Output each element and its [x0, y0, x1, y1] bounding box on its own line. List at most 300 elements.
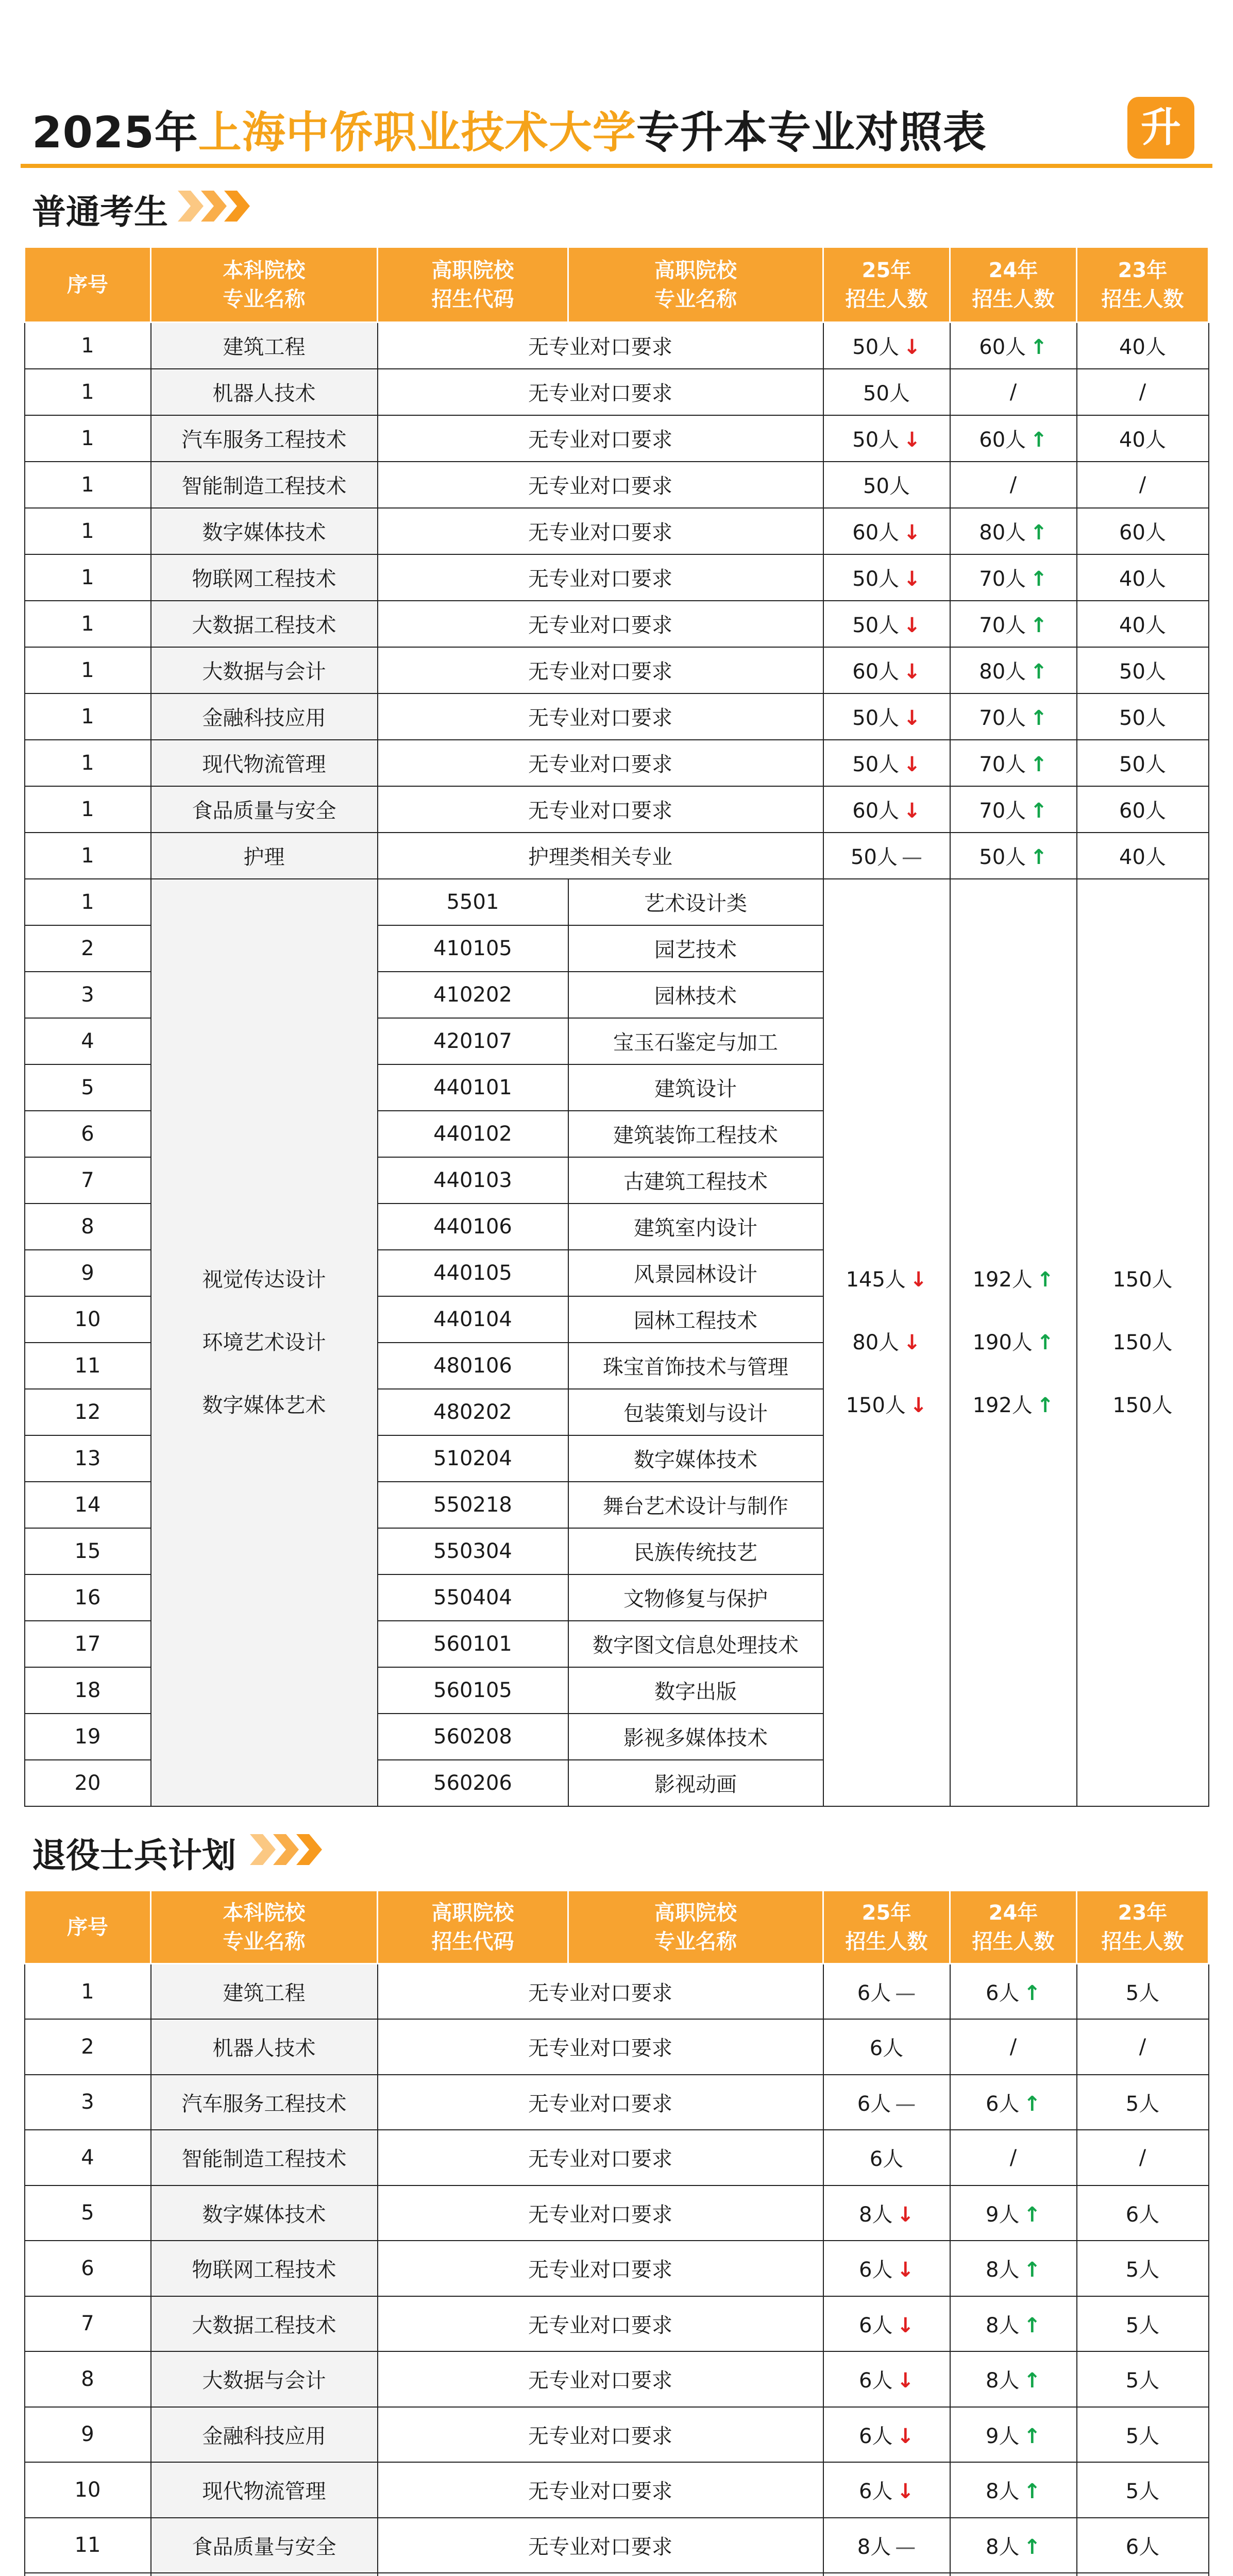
source-code: 440101	[378, 1064, 568, 1111]
count-2025	[823, 2130, 950, 2185]
count-2024	[950, 2462, 1077, 2518]
table-row	[25, 2518, 1209, 2573]
dash-icon: —	[901, 845, 922, 869]
source-code: 480106	[378, 1343, 568, 1389]
col-y23: 23年 招生人数	[1077, 247, 1209, 323]
arrow-down-icon: ↓	[897, 2258, 914, 2282]
col-major: 本科院校 专业名称	[151, 1891, 378, 1964]
count-2025	[823, 786, 950, 833]
major-name: 物联网工程技术	[151, 554, 378, 601]
row-index: 7	[25, 2296, 151, 2352]
count-value: 6人	[857, 1981, 891, 2005]
row-index	[25, 2573, 151, 2576]
count-2025	[823, 2573, 950, 2576]
count-value: 190人 ↑	[972, 1330, 1054, 1354]
count-2023: 5人	[1077, 2241, 1209, 2296]
count-2023: 50人	[1077, 693, 1209, 740]
count-2024	[950, 740, 1077, 786]
arrow-down-icon: ↓	[897, 2480, 914, 2504]
source-code: 510204	[378, 1435, 568, 1482]
source-major: 建筑设计	[568, 1064, 823, 1111]
count-value: 50人	[852, 753, 900, 776]
row-index: 7	[25, 1157, 151, 1204]
table-row	[25, 2075, 1209, 2130]
count-value: 60人	[852, 799, 900, 823]
arrow-up-icon: ↑	[1030, 660, 1048, 684]
count-value: 150人	[1112, 1393, 1173, 1417]
arrow-down-icon: ↓	[903, 335, 921, 360]
count-value: 8人	[986, 2480, 1020, 2504]
logo-icon: 升	[1127, 97, 1194, 159]
requirement: 无专业对口要求	[378, 2241, 823, 2296]
arrow-up-icon: ↑	[1030, 845, 1048, 869]
count-2023: 5人	[1077, 2296, 1209, 2352]
count-value: /	[1009, 380, 1017, 404]
source-code: 440105	[378, 1250, 568, 1296]
source-major: 舞台艺术设计与制作	[568, 1482, 823, 1528]
row-index: 19	[25, 1714, 151, 1760]
count-2025	[823, 601, 950, 647]
major-name: 物联网工程技术	[151, 2241, 378, 2296]
major-name: 智能制造工程技术	[151, 2130, 378, 2185]
art-majors-group	[151, 879, 378, 1806]
row-index: 4	[25, 2130, 151, 2185]
major-name: 大数据工程技术	[151, 2296, 378, 2352]
arrow-down-icon: ↓	[897, 2424, 914, 2448]
arrow-down-icon: ↓	[897, 2202, 914, 2227]
requirement: 无专业对口要求	[378, 1964, 823, 2020]
count-2024	[950, 647, 1077, 693]
source-major: 数字媒体技术	[568, 1435, 823, 1482]
count-2025	[823, 2075, 950, 2130]
requirement: 无专业对口要求	[378, 369, 823, 415]
major-name: 金融科技应用	[151, 2407, 378, 2463]
row-index: 2	[25, 925, 151, 972]
col-code: 高职院校 招生代码	[378, 247, 568, 323]
count-2024	[950, 415, 1077, 462]
row-index: 1	[25, 369, 151, 415]
page-title: 2025年上海中侨职业技术大学专升本专业对照表	[32, 107, 987, 158]
table-row	[25, 833, 1209, 879]
requirement: 无专业对口要求	[378, 2130, 823, 2185]
arrow-up-icon: ↑	[1023, 2092, 1041, 2116]
arrow-up-icon: ↑	[1030, 753, 1048, 776]
count-value: 6人	[859, 2424, 893, 2448]
count-value: 80人	[979, 521, 1026, 545]
count-2023: 5人	[1077, 2075, 1209, 2130]
source-code: 550218	[378, 1482, 568, 1528]
arrow-down-icon: ↓	[903, 706, 921, 730]
requirement: 无专业对口要求	[378, 508, 823, 554]
count-2024	[950, 2075, 1077, 2130]
count-value: 70人	[979, 706, 1026, 730]
requirement: 无专业对口要求	[378, 415, 823, 462]
row-index: 11	[25, 2518, 151, 2573]
requirement: 无专业对口要求	[378, 2185, 823, 2241]
row-index: 9	[25, 1250, 151, 1296]
major-name: 机器人技术	[151, 369, 378, 415]
arrow-up-icon: ↑	[1030, 706, 1048, 730]
source-code: 440106	[378, 1204, 568, 1250]
section-title-regular: 普通考生	[32, 192, 168, 232]
count-value: 50人	[863, 382, 910, 405]
row-index: 14	[25, 1482, 151, 1528]
arrow-down-icon: ↓	[903, 521, 921, 545]
row-index: 1	[25, 462, 151, 508]
requirement: 无专业对口要求	[378, 554, 823, 601]
table-row	[25, 2130, 1209, 2185]
count-value: 50人	[852, 567, 900, 591]
count-2024	[950, 369, 1077, 415]
arrow-up-icon: ↑	[1023, 2369, 1041, 2393]
count-2024	[950, 2185, 1077, 2241]
arrow-up-icon: ↑	[1023, 2258, 1041, 2282]
arrow-up-icon: ↑	[1023, 1981, 1041, 2005]
arrow-up-icon: ↑	[1030, 521, 1048, 545]
major-name: 大数据与会计	[151, 647, 378, 693]
source-code: 5501	[378, 879, 568, 925]
requirement	[378, 2573, 823, 2576]
requirement: 无专业对口要求	[378, 2351, 823, 2407]
count-2025	[823, 833, 950, 879]
col-src-major: 高职院校 专业名称	[568, 1891, 823, 1964]
count-2024	[950, 693, 1077, 740]
count-2024	[950, 2573, 1077, 2576]
count-value: 8人	[986, 2313, 1020, 2337]
count-value: 6人	[859, 2258, 893, 2282]
table-row	[25, 2185, 1209, 2241]
table-row	[25, 2351, 1209, 2407]
count-value: 60人	[852, 660, 900, 684]
source-major: 包装策划与设计	[568, 1389, 823, 1435]
count-2023: 40人	[1077, 554, 1209, 601]
count-value: /	[1009, 2145, 1017, 2170]
source-code: 440104	[378, 1296, 568, 1343]
arrow-up-icon: ↑	[1036, 1267, 1054, 1292]
major-name: 建筑工程	[151, 1964, 378, 2020]
row-index: 5	[25, 2185, 151, 2241]
table-row	[25, 2296, 1209, 2352]
arrow-down-icon: ↓	[903, 660, 921, 684]
table-row	[25, 1964, 1209, 2020]
source-major: 园林工程技术	[568, 1296, 823, 1343]
requirement: 无专业对口要求	[378, 693, 823, 740]
source-major: 影视多媒体技术	[568, 1714, 823, 1760]
title-divider	[21, 164, 1212, 168]
col-y23: 23年 招生人数	[1077, 1891, 1209, 1964]
major-name: 金融科技应用	[151, 693, 378, 740]
count-value: 6人	[859, 2480, 893, 2504]
major-name: 智能制造工程技术	[151, 462, 378, 508]
count-value: 8人	[986, 2258, 1020, 2282]
dash-icon: —	[895, 2535, 916, 2559]
major-name: 汽车服务工程技术	[151, 2075, 378, 2130]
count-value: 60人	[979, 335, 1026, 360]
source-code: 410202	[378, 972, 568, 1018]
count-2024	[950, 2351, 1077, 2407]
source-code: 440102	[378, 1111, 568, 1157]
count-value: 50人	[979, 845, 1026, 869]
table-row	[25, 879, 1209, 925]
count-value: 6人	[986, 2092, 1020, 2116]
major-name: 护理	[151, 833, 378, 879]
arrow-up-icon: ↑	[1036, 1330, 1054, 1354]
count-value: 50人	[852, 335, 900, 360]
row-index: 6	[25, 2241, 151, 2296]
count-2023: 5人	[1077, 1964, 1209, 2020]
source-major: 园林技术	[568, 972, 823, 1018]
row-index: 1	[25, 415, 151, 462]
count-value: 6人	[986, 1981, 1020, 2005]
arrow-up-icon: ↑	[1023, 2202, 1041, 2227]
count-2023: 60人	[1077, 786, 1209, 833]
row-index: 1	[25, 693, 151, 740]
count-2023: /	[1077, 462, 1209, 508]
row-index: 1	[25, 647, 151, 693]
arrow-up-icon: ↑	[1023, 2424, 1041, 2448]
arrow-up-icon: ↑	[1030, 799, 1048, 823]
count-2024	[950, 2241, 1077, 2296]
requirement: 无专业对口要求	[378, 786, 823, 833]
source-major: 艺术设计类	[568, 879, 823, 925]
count-2023-group	[1077, 879, 1209, 1806]
row-index: 15	[25, 1528, 151, 1574]
table-row	[25, 2462, 1209, 2518]
row-index: 5	[25, 1064, 151, 1111]
source-major: 建筑室内设计	[568, 1204, 823, 1250]
count-2025	[823, 369, 950, 415]
arrow-down-icon: ↓	[903, 428, 921, 452]
requirement: 无专业对口要求	[378, 462, 823, 508]
count-2023: 6人	[1077, 2185, 1209, 2241]
page-header	[0, 0, 1233, 170]
major-name: 数字媒体艺术	[202, 1393, 326, 1417]
count-2023: 5人	[1077, 2462, 1209, 2518]
major-name: 建筑工程	[151, 323, 378, 369]
source-code: 420107	[378, 1018, 568, 1064]
table-row	[25, 554, 1209, 601]
row-index: 1	[25, 740, 151, 786]
chevron-arrows-icon	[178, 188, 255, 224]
count-value: 9人	[986, 2202, 1020, 2227]
arrow-down-icon: ↓	[897, 2369, 914, 2393]
table-row	[25, 601, 1209, 647]
major-name: 数字媒体技术	[151, 508, 378, 554]
count-2023: 40人	[1077, 323, 1209, 369]
count-2024	[950, 2296, 1077, 2352]
requirement: 无专业对口要求	[378, 2075, 823, 2130]
table-row	[25, 508, 1209, 554]
count-2024	[950, 323, 1077, 369]
count-value: 50人	[852, 614, 900, 637]
row-index: 8	[25, 1204, 151, 1250]
count-2025	[823, 693, 950, 740]
dash-icon: —	[895, 2092, 916, 2116]
row-index: 12	[25, 1389, 151, 1435]
row-index: 16	[25, 1574, 151, 1621]
col-y24: 24年 招生人数	[950, 247, 1077, 323]
source-major: 珠宝首饰技术与管理	[568, 1343, 823, 1389]
row-index: 1	[25, 554, 151, 601]
count-2023: 40人	[1077, 415, 1209, 462]
requirement: 无专业对口要求	[378, 601, 823, 647]
requirement: 无专业对口要求	[378, 2019, 823, 2075]
section-title-veteran: 退役士兵计划	[32, 1836, 236, 1875]
col-y25: 25年 招生人数	[823, 1891, 950, 1964]
major-name: 食品质量与安全	[151, 2518, 378, 2573]
row-index: 1	[25, 833, 151, 879]
col-y24: 24年 招生人数	[950, 1891, 1077, 1964]
row-index: 1	[25, 323, 151, 369]
count-2025	[823, 647, 950, 693]
count-value: 8人	[986, 2369, 1020, 2393]
count-value: 50人	[851, 845, 898, 869]
count-value: 8人	[986, 2535, 1020, 2559]
count-2025	[823, 323, 950, 369]
source-code: 560206	[378, 1760, 568, 1806]
row-index: 8	[25, 2351, 151, 2407]
major-name	[151, 2573, 378, 2576]
arrow-up-icon: ↑	[1036, 1393, 1054, 1417]
source-code: 560105	[378, 1667, 568, 1714]
count-2025	[823, 2462, 950, 2518]
count-2023: 40人	[1077, 601, 1209, 647]
count-2025	[823, 462, 950, 508]
col-code: 高职院校 招生代码	[378, 1891, 568, 1964]
count-2025	[823, 2351, 950, 2407]
row-index: 1	[25, 879, 151, 925]
count-value: 192人 ↑	[972, 1267, 1054, 1292]
count-value: 70人	[979, 753, 1026, 776]
requirement: 无专业对口要求	[378, 2462, 823, 2518]
table-row	[25, 462, 1209, 508]
count-2025	[823, 2185, 950, 2241]
count-value: 6人	[859, 2369, 893, 2393]
count-2025	[823, 2296, 950, 2352]
source-major: 古建筑工程技术	[568, 1157, 823, 1204]
count-value: 6人	[869, 2037, 904, 2061]
major-name: 大数据工程技术	[151, 601, 378, 647]
arrow-up-icon: ↑	[1023, 2535, 1041, 2559]
count-2025	[823, 2407, 950, 2463]
count-value: 8人	[857, 2535, 891, 2559]
arrow-up-icon: ↑	[1030, 614, 1048, 637]
requirement: 无专业对口要求	[378, 323, 823, 369]
arrow-down-icon: ↓	[909, 1393, 927, 1417]
arrow-up-icon: ↑	[1023, 2313, 1041, 2337]
major-name: 汽车服务工程技术	[151, 415, 378, 462]
row-index: 1	[25, 1964, 151, 2020]
row-index: 6	[25, 1111, 151, 1157]
source-major: 宝玉石鉴定与加工	[568, 1018, 823, 1064]
major-name: 视觉传达设计	[202, 1267, 326, 1292]
arrow-down-icon: ↓	[897, 2313, 914, 2337]
row-index: 13	[25, 1435, 151, 1482]
count-2023: 5人	[1077, 2351, 1209, 2407]
arrow-down-icon: ↓	[903, 753, 921, 776]
requirement: 无专业对口要求	[378, 2518, 823, 2573]
arrow-up-icon: ↑	[1030, 567, 1048, 591]
chevron-arrows-icon	[250, 1832, 327, 1868]
source-major: 数字图文信息处理技术	[568, 1621, 823, 1667]
count-value: 6人	[859, 2313, 893, 2337]
count-2024	[950, 833, 1077, 879]
row-index: 1	[25, 601, 151, 647]
count-2024	[950, 508, 1077, 554]
table-row	[25, 2573, 1209, 2576]
major-name: 数字媒体技术	[151, 2185, 378, 2241]
arrow-down-icon: ↓	[903, 1330, 921, 1354]
source-code: 560101	[378, 1621, 568, 1667]
source-major: 建筑装饰工程技术	[568, 1111, 823, 1157]
major-name: 现代物流管理	[151, 2462, 378, 2518]
requirement: 无专业对口要求	[378, 647, 823, 693]
source-major: 文物修复与保护	[568, 1574, 823, 1621]
count-2024	[950, 2019, 1077, 2075]
requirement: 护理类相关专业	[378, 833, 823, 879]
row-index: 10	[25, 2462, 151, 2518]
count-2025	[823, 508, 950, 554]
table-row	[25, 2019, 1209, 2075]
row-index: 3	[25, 2075, 151, 2130]
count-value: 80人	[979, 660, 1026, 684]
arrow-up-icon: ↑	[1030, 428, 1048, 452]
count-value: 6人	[869, 2147, 904, 2172]
count-value: 150人 ↓	[846, 1393, 927, 1417]
source-major: 数字出版	[568, 1667, 823, 1714]
row-index: 3	[25, 972, 151, 1018]
count-value: 70人	[979, 567, 1026, 591]
count-2024	[950, 462, 1077, 508]
col-idx: 序号	[25, 247, 151, 323]
count-value: 60人	[979, 428, 1026, 452]
count-2023: /	[1077, 2130, 1209, 2185]
table-row	[25, 415, 1209, 462]
veteran-table	[24, 1890, 1209, 2576]
count-value: 192人 ↑	[972, 1393, 1054, 1417]
row-index: 2	[25, 2019, 151, 2075]
source-code: 550304	[378, 1528, 568, 1574]
major-name: 大数据与会计	[151, 2351, 378, 2407]
major-name: 环境艺术设计	[202, 1330, 326, 1354]
count-value: /	[1009, 472, 1017, 497]
row-index: 1	[25, 786, 151, 833]
count-value: 6人	[857, 2092, 891, 2116]
table-row	[25, 647, 1209, 693]
source-code: 550404	[378, 1574, 568, 1621]
count-2025	[823, 2241, 950, 2296]
count-value: 150人	[1112, 1330, 1173, 1354]
requirement: 无专业对口要求	[378, 740, 823, 786]
requirement: 无专业对口要求	[378, 2407, 823, 2463]
count-2023	[1077, 2573, 1209, 2576]
count-2025	[823, 1964, 950, 2020]
count-2024-group	[950, 879, 1077, 1806]
count-2023: 60人	[1077, 508, 1209, 554]
row-index: 4	[25, 1018, 151, 1064]
col-y25: 25年 招生人数	[823, 247, 950, 323]
count-value: 80人 ↓	[852, 1330, 921, 1354]
count-2023: 6人	[1077, 2518, 1209, 2573]
count-2025	[823, 415, 950, 462]
count-2024	[950, 2407, 1077, 2463]
arrow-up-icon: ↑	[1030, 335, 1048, 360]
arrow-down-icon: ↓	[903, 567, 921, 591]
count-value: /	[1009, 2035, 1017, 2059]
table-row	[25, 369, 1209, 415]
count-2023: 5人	[1077, 2407, 1209, 2463]
count-2025	[823, 740, 950, 786]
